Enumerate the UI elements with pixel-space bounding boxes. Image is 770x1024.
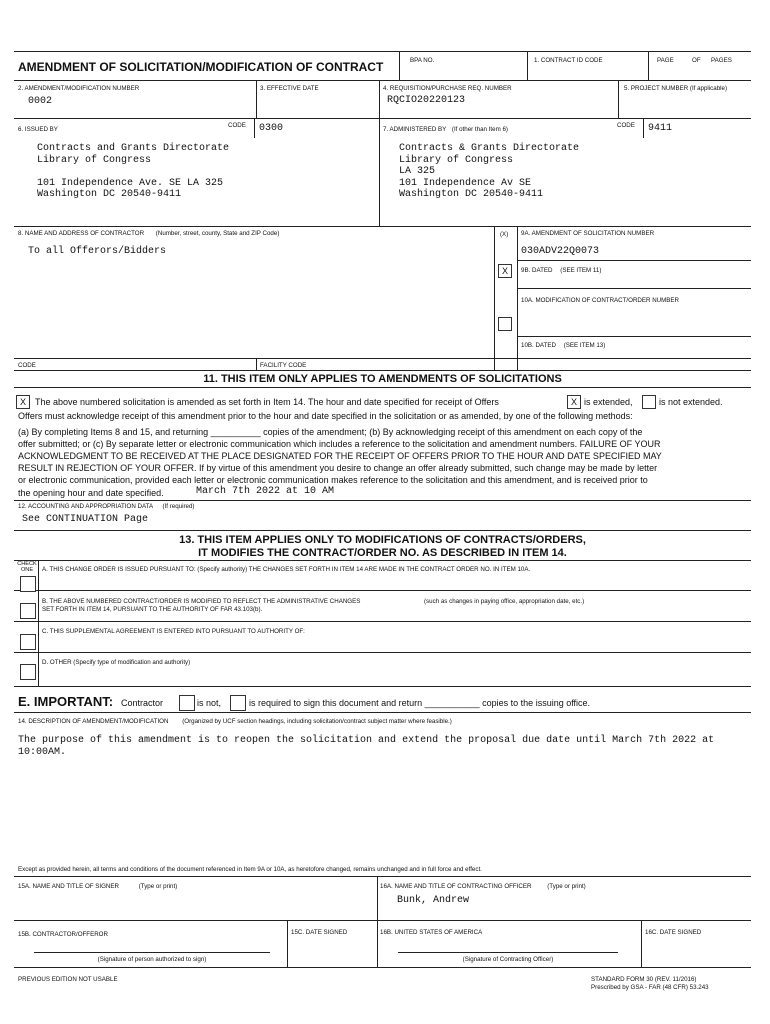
officer-label bbox=[380, 883, 586, 891]
item11-text1: The above numbered solicitation is amended as set forth in Item 14. The hour and date specified for receipt of Offers bbox=[35, 397, 499, 407]
item13a-text: A. THIS CHANGE ORDER IS ISSUED PURSUANT TO: (Specify authority) THE CHANGES SET FORTH IN ITEM 14 ARE MADE IN THE CONTRACT ORDER NO. IN ITEM 10A. bbox=[42, 566, 531, 573]
line-10b bbox=[517, 336, 751, 337]
amendment-number-value[interactable]: 0002 bbox=[28, 96, 53, 107]
line-item13 bbox=[14, 530, 751, 531]
administered-by-title: 7. ADMINISTERED BY bbox=[383, 126, 447, 133]
page-label: PAGE bbox=[657, 57, 674, 64]
code-label: CODE bbox=[18, 362, 36, 369]
amendment-solicitation-value[interactable]: 030ADV22Q0073 bbox=[521, 246, 600, 257]
item11-text2: Offers must acknowledge receipt of this amendment prior to the hour and date specified in the solicitation or as amended, by one of the following methods: bbox=[18, 411, 633, 421]
contractor-value[interactable]: To all Offerors/Bidders bbox=[28, 246, 167, 257]
item12-label-title: 12. ACCOUNTING AND APPROPRIATION DATA bbox=[18, 503, 153, 510]
line-13b bbox=[14, 590, 751, 591]
item12-value[interactable]: See CONTINUATION Page bbox=[22, 514, 149, 525]
not-extended-checkbox[interactable] bbox=[642, 395, 656, 409]
check-one-label: CHECK ONE bbox=[17, 561, 37, 573]
vline-x-left bbox=[494, 226, 495, 370]
issued-code-label: CODE bbox=[228, 122, 246, 129]
item14-label bbox=[18, 718, 452, 726]
line-13d bbox=[14, 652, 751, 653]
is-required-checkbox[interactable] bbox=[230, 695, 246, 711]
requisition-label: 4. REQUISITION/PURCHASE REQ. NUMBER bbox=[383, 85, 512, 92]
checkbox-13d[interactable] bbox=[20, 664, 36, 680]
issued-by-address[interactable]: Contracts and Grants Directorate Library of Congress 101 Independence Ave. SE LA 325 Washington DC 20540-9411 bbox=[37, 143, 230, 200]
vline-x-right bbox=[517, 226, 518, 370]
item12-label-sub: (If required) bbox=[162, 503, 195, 510]
line-9b bbox=[517, 260, 751, 261]
officer-name-value[interactable]: Bunk, Andrew bbox=[397, 895, 470, 906]
of-label: OF bbox=[692, 57, 701, 64]
dated-10b-label bbox=[521, 342, 605, 350]
item13-heading-line1: 13. THIS ITEM APPLIES ONLY TO MODIFICATIONS OF CONTRACTS/ORDERS, bbox=[179, 534, 586, 546]
line-row6 bbox=[14, 118, 751, 119]
contract-id-label: 1. CONTRACT ID CODE bbox=[534, 57, 603, 64]
pages-label: PAGES bbox=[711, 57, 732, 64]
line-item11 bbox=[14, 370, 751, 371]
vline-code7 bbox=[643, 118, 644, 138]
prescribed-by-note: Prescribed by GSA - FAR (48 CFR) 53.243 bbox=[591, 984, 709, 991]
line-important bbox=[14, 686, 751, 687]
signature-person-caption: (Signature of person authorized to sign) bbox=[97, 956, 207, 963]
signature-officer-caption: (Signature of Contracting Officer) bbox=[462, 956, 554, 963]
item12-label bbox=[18, 503, 195, 511]
usa-label: 16B. UNITED STATES OF AMERICA bbox=[380, 929, 483, 936]
vline-15c bbox=[287, 920, 288, 967]
checkbox-13b[interactable] bbox=[20, 603, 36, 619]
is-not-checkbox[interactable] bbox=[179, 695, 195, 711]
contractor-label-sub: (Number, street, county, State and ZIP Code) bbox=[155, 230, 280, 237]
important-label: E. IMPORTANT: bbox=[18, 694, 114, 709]
vline-bpa bbox=[399, 51, 400, 80]
line-13a bbox=[14, 560, 751, 561]
item13-heading-line2: IT MODIFIES THE CONTRACT/ORDER NO. AS DESCRIBED IN ITEM 14. bbox=[198, 547, 567, 559]
item14-label-sub: (Organized by UCF section headings, including solicitation/contract subject matter where feasible.) bbox=[182, 718, 452, 725]
item11-text3: (a) By completing Items 8 and 15, and returning __________ copies of the amendment; (b) By acknowledging receipt of this amendment on each copy of the bbox=[18, 427, 643, 437]
item11-checkbox[interactable] bbox=[16, 395, 30, 409]
administered-by-label bbox=[383, 126, 508, 134]
contractor-label-title: 8. NAME AND ADDRESS OF CONTRACTOR bbox=[18, 230, 145, 237]
officer-label-sub: (Type or print) bbox=[547, 883, 586, 890]
item11-heading: 11. THIS ITEM ONLY APPLIES TO AMENDMENTS OF SOLICITATIONS bbox=[203, 373, 562, 385]
line-except bbox=[14, 876, 751, 877]
extended-label: is extended, bbox=[584, 397, 633, 407]
modification-contract-label: 10A. MODIFICATION OF CONTRACT/ORDER NUMBER bbox=[521, 297, 680, 304]
amendment-number-label: 2. AMENDMENT/MODIFICATION NUMBER bbox=[18, 85, 140, 92]
except-text: Except as provided herein, all terms and conditions of the document referenced in Item 9A or 10A, as heretofore changed, remains unchanged and in full force and effect. bbox=[18, 866, 482, 873]
admin-code-value[interactable]: 9411 bbox=[648, 123, 673, 134]
signer-label-title: 15A. NAME AND TITLE OF SIGNER bbox=[18, 883, 119, 890]
standard-form-note: STANDARD FORM 30 (REV. 11/2016) bbox=[591, 976, 697, 983]
line-15b-sig bbox=[34, 952, 270, 953]
line-item12 bbox=[14, 500, 751, 501]
item13c-text: C. THIS SUPPLEMENTAL AGREEMENT IS ENTERED INTO PURSUANT TO AUTHORITY OF: bbox=[42, 628, 305, 635]
admin-code-label: CODE bbox=[617, 122, 635, 129]
checkbox-9[interactable] bbox=[498, 264, 512, 278]
important-contractor: Contractor bbox=[121, 698, 164, 708]
line-13c bbox=[14, 621, 751, 622]
item13b-text1b: (such as changes in paying office, appropriation date, etc.) bbox=[424, 598, 585, 605]
line-code bbox=[14, 358, 751, 359]
effective-date-label: 3. EFFECTIVE DATE bbox=[260, 85, 319, 92]
vline-facility bbox=[256, 358, 257, 370]
line-bottom bbox=[14, 967, 751, 968]
previous-edition-note: PREVIOUS EDITION NOT USABLE bbox=[18, 976, 118, 983]
item13b-text2: SET FORTH IN ITEM 14, PURSUANT TO THE AUTHORITY OF FAR 43.103(b). bbox=[42, 606, 263, 613]
facility-code-label: FACILITY CODE bbox=[260, 362, 307, 369]
date-signed-15c-label: 15C. DATE SIGNED bbox=[291, 929, 348, 936]
date-signed-16c-label: 16C. DATE SIGNED bbox=[645, 929, 702, 936]
dated-9b-sub: (SEE ITEM 11) bbox=[560, 267, 602, 274]
checkbox-9-mark: X bbox=[501, 266, 508, 276]
amendment-solicitation-label: 9A. AMENDMENT OF SOLICITATION NUMBER bbox=[521, 230, 655, 237]
x-column-label: (X) bbox=[500, 231, 509, 238]
line-item11-bottom bbox=[14, 387, 751, 388]
officer-label-title: 16A. NAME AND TITLE OF CONTRACTING OFFICER bbox=[380, 883, 532, 890]
line-10a bbox=[517, 288, 751, 289]
item11-text4: offer submitted; or (c) By separate letter or electronic communication which includes a reference to the solicitation and amendment numbers. FAILURE OF YOUR bbox=[18, 439, 661, 449]
extended-checkbox-mark: X bbox=[570, 397, 577, 407]
not-extended-label: is not extended. bbox=[659, 397, 723, 407]
checkbox-13c[interactable] bbox=[20, 634, 36, 650]
important-rest: is required to sign this document and return ___________ copies to the issuing office. bbox=[249, 698, 591, 708]
item11-text6: RESULT IN REJECTION OF YOUR OFFER. If by virtue of this amendment you desire to change an offer already submitted, such change may be made by letter bbox=[18, 463, 658, 473]
administered-by-sub: (If other than Item 6) bbox=[451, 126, 508, 133]
vline-16c bbox=[641, 920, 642, 967]
vline-code6 bbox=[254, 118, 255, 138]
requisition-value[interactable]: RQCIO20220123 bbox=[387, 95, 466, 106]
administered-by-address[interactable]: Contracts & Grants Directorate Library of Congress LA 325 101 Independence Av SE Washington DC 20540-9411 bbox=[399, 143, 580, 200]
item11-date-value[interactable]: March 7th 2022 at 10 AM bbox=[196, 486, 335, 497]
item13b-text1: B. THE ABOVE NUMBERED CONTRACT/ORDER IS MODIFIED TO REFLECT THE ADMINISTRATIVE CHANGES bbox=[42, 598, 361, 605]
item11-checkbox-mark: X bbox=[19, 397, 26, 407]
checkbox-13a[interactable] bbox=[20, 576, 36, 592]
issued-by-label: 6. ISSUED BY bbox=[18, 126, 58, 133]
item14-description[interactable]: The purpose of this amendment is to reopen the solicitation and extend the proposal due date until March 7th 2022 at 10:00AM. bbox=[18, 735, 715, 758]
contractor-offeror-label: 15B. CONTRACTOR/OFFEROR bbox=[18, 931, 108, 938]
form-title: AMENDMENT OF SOLICITATION/MODIFICATION OF CONTRACT bbox=[18, 60, 384, 74]
line-item14 bbox=[14, 712, 751, 713]
important-is-not: is not, bbox=[197, 698, 222, 708]
item14-label-title: 14. DESCRIPTION OF AMENDMENT/MODIFICATION bbox=[18, 718, 169, 725]
vline-row2-a bbox=[256, 80, 257, 118]
vline-row2-c bbox=[618, 80, 619, 118]
issued-code-value[interactable]: 0300 bbox=[259, 123, 284, 134]
vline-16 bbox=[377, 876, 378, 967]
top-border bbox=[14, 51, 751, 52]
contractor-label bbox=[18, 230, 279, 238]
bpa-no-label: BPA NO. bbox=[410, 57, 435, 64]
checkbox-10[interactable] bbox=[498, 317, 512, 331]
vline-contract bbox=[527, 51, 528, 80]
signer-label bbox=[18, 883, 177, 891]
vline-check bbox=[38, 560, 39, 686]
line-row2 bbox=[14, 80, 751, 81]
item13d-text: D. OTHER (Specify type of modification and authority) bbox=[42, 659, 191, 666]
vline-row2-b bbox=[379, 80, 380, 226]
dated-10b-title: 10B. DATED bbox=[521, 342, 556, 349]
project-number-label: 5. PROJECT NUMBER (If applicable) bbox=[624, 85, 728, 92]
line-16b-sig bbox=[398, 952, 618, 953]
item11-text8: the opening hour and date specified. bbox=[18, 488, 164, 498]
item11-text5: ACKNOWLEDGMENT TO BE RECEIVED AT THE PLACE DESIGNATED FOR THE RECEIPT OF OFFERS PRIOR TO THE HOUR AND DATE SPECIFIED MAY bbox=[18, 451, 662, 461]
dated-10b-sub: (SEE ITEM 13) bbox=[563, 342, 606, 349]
dated-9b-title: 9B. DATED bbox=[521, 267, 553, 274]
vline-page bbox=[648, 51, 649, 80]
signer-label-sub: (Type or print) bbox=[138, 883, 178, 890]
item11-text7: or electronic communication, provided each letter or electronic communication makes reference to the solicitation and this amendment, and is received prior to bbox=[18, 475, 648, 485]
line-row8 bbox=[14, 226, 751, 227]
extended-checkbox[interactable] bbox=[567, 395, 581, 409]
dated-9b-label bbox=[521, 267, 601, 275]
